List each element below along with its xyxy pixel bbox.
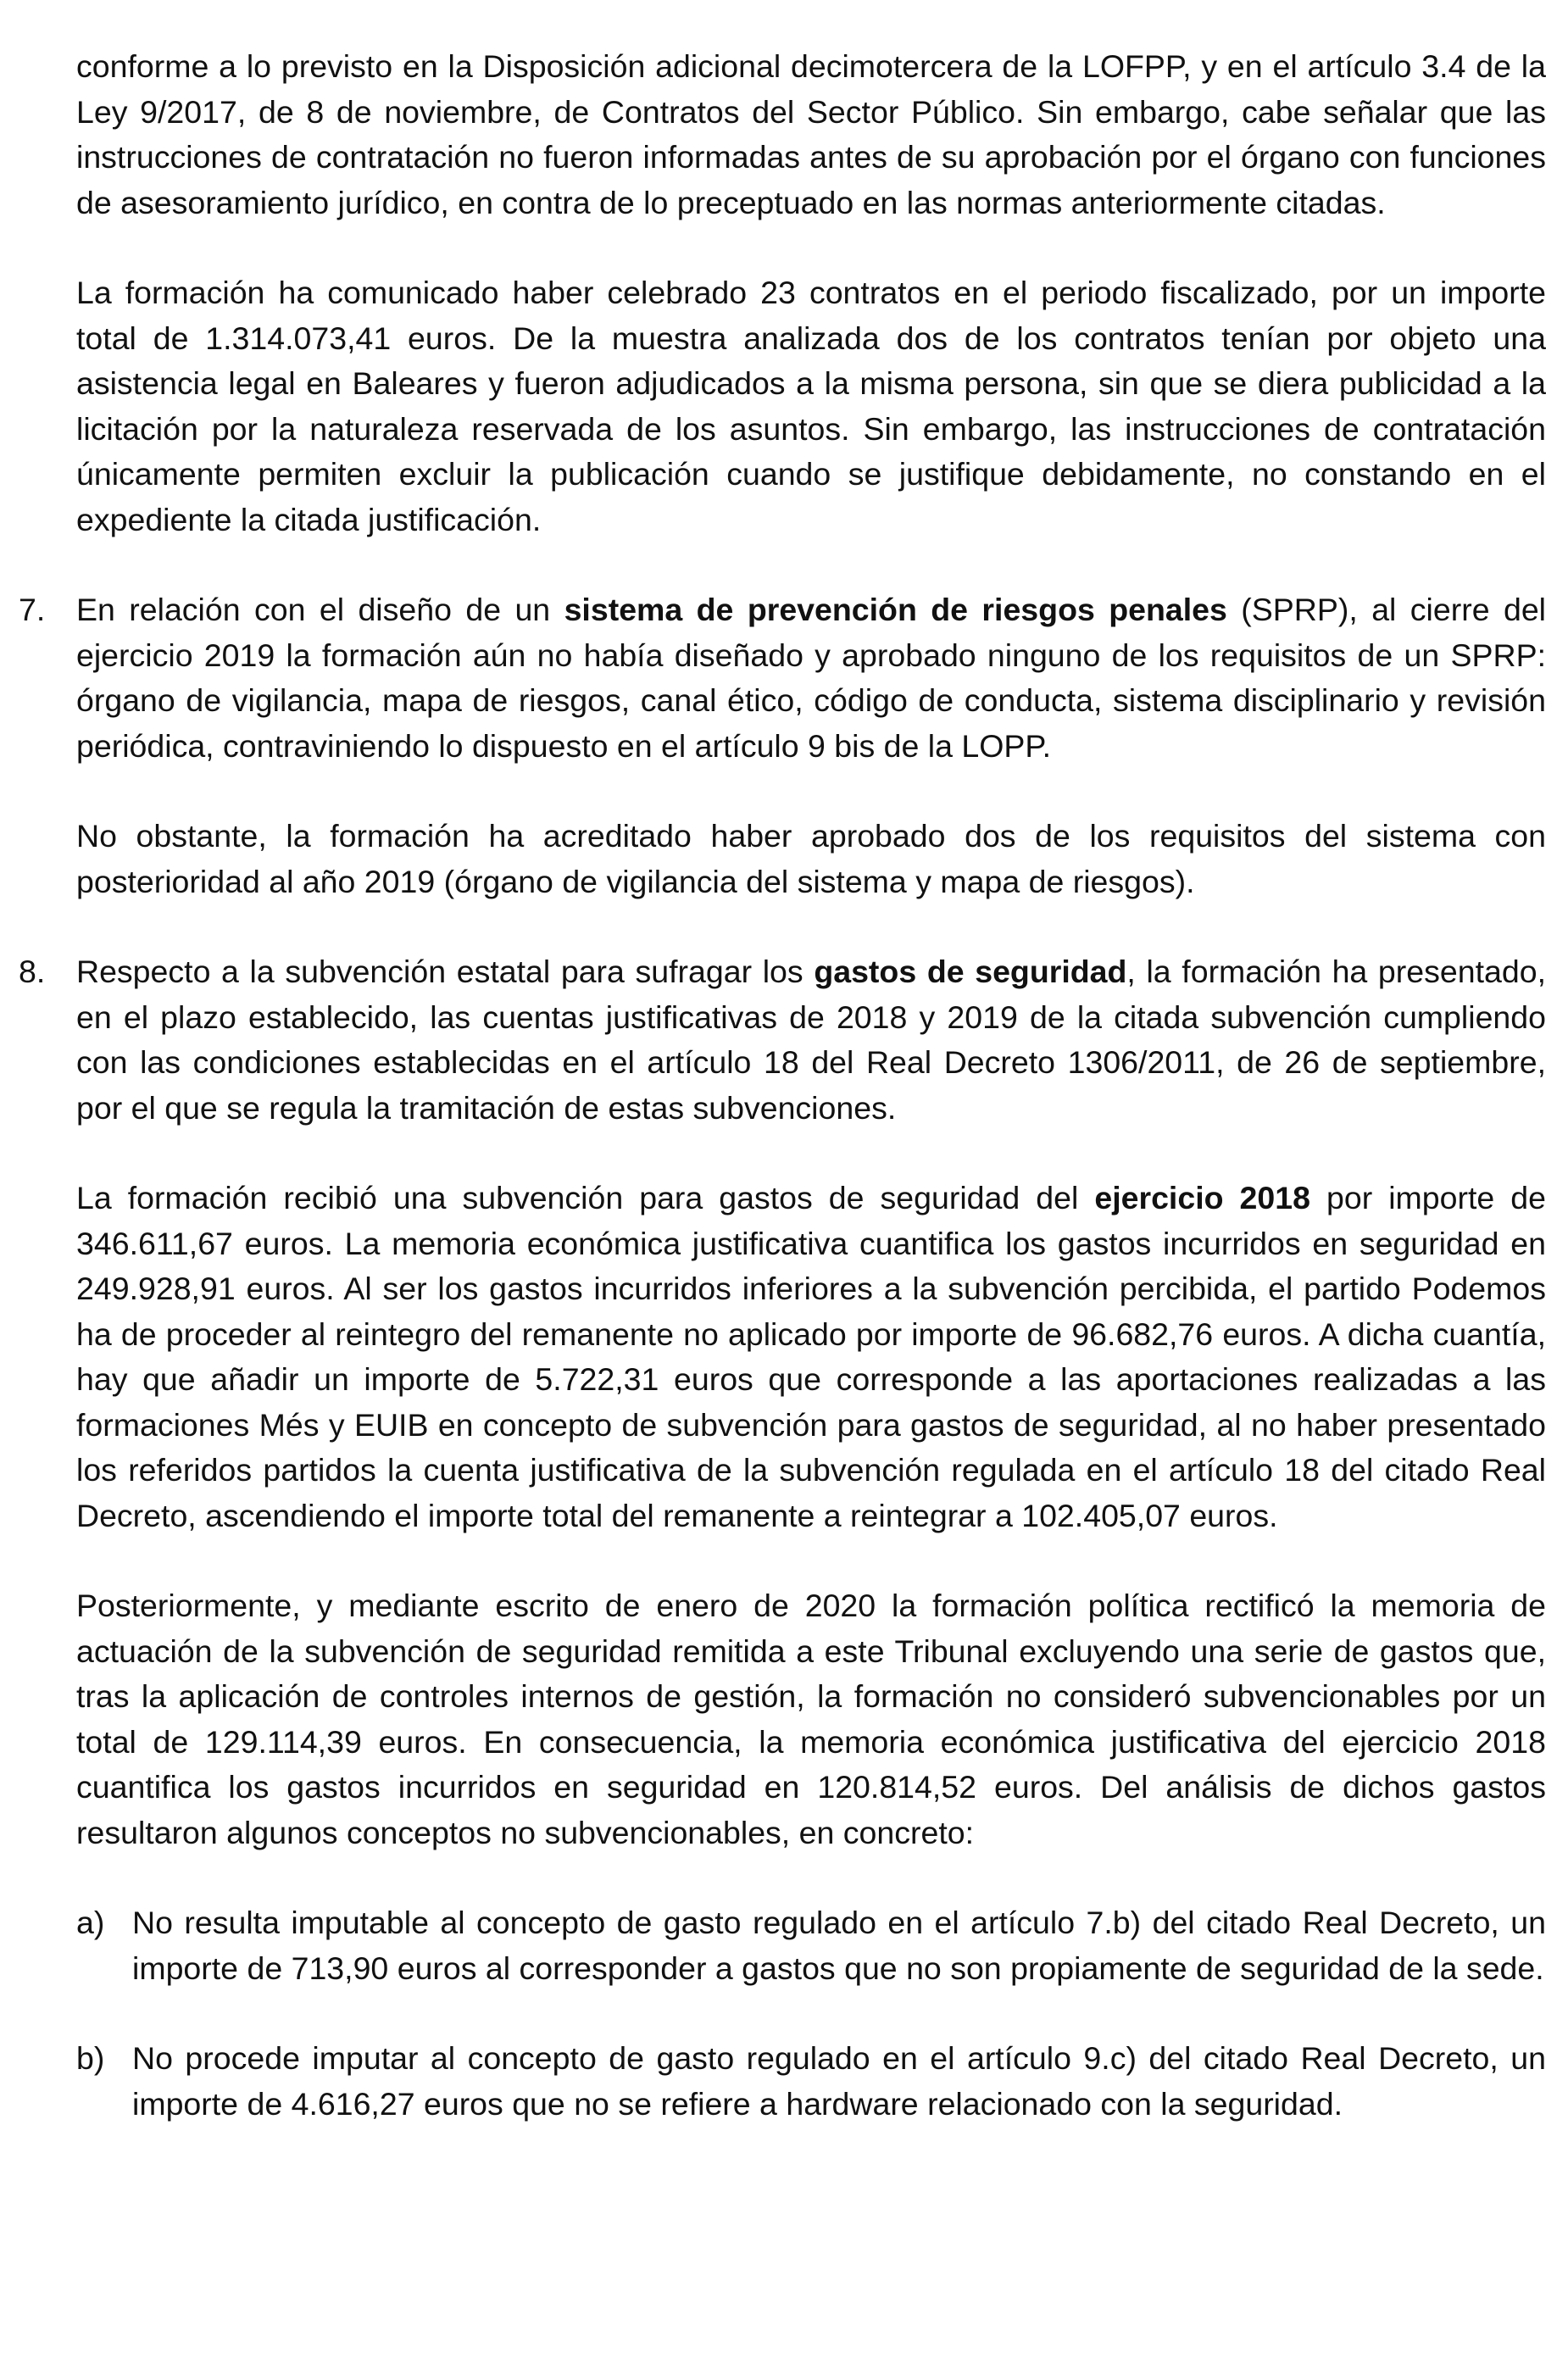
paragraph-contracting-instructions: conforme a lo previsto en la Disposición adicional decimotercera de la LOFPP, y en el artículo 3.4 de la Ley 9/2017, de 8 de noviembre, de Contratos del Sector Público. Sin embargo, cabe señalar que las instrucciones de contratación no fueron informadas antes de su aprobación por el órgano con funciones de asesoramiento jurídico, en contra de lo preceptuado en las normas anteriormente citadas. — [76, 48, 1546, 220]
item-text-before: En relación con el diseño de un — [76, 592, 564, 627]
sub-item-label: b) — [76, 2040, 105, 2076]
item-number: 7. — [19, 592, 46, 627]
sub-item-b — [76, 2036, 1546, 2127]
item-text-bold: gastos de seguridad — [814, 954, 1127, 989]
item-number: 8. — [19, 954, 46, 989]
paragraph-text-bold: ejercicio 2018 — [1094, 1180, 1310, 1215]
paragraph-subsidy-2018 — [76, 1176, 1546, 1538]
item-text-after: (SPRP), al cierre del ejercicio 2019 la formación aún no había diseñado y aprobado ninguno de los requisitos de un SPRP: órgano de vigilancia, mapa de riesgos, canal ético, código de conducta, sistema disciplinario y revisión periódica, contraviniendo lo dispuesto en el artículo 9 bis de la LOPP. — [76, 592, 1547, 764]
item-8-security-expenses — [19, 949, 1546, 1131]
paragraph-sprp-followup: No obstante, la formación ha acreditado haber aprobado dos de los requisitos del sistema con posterioridad al año 2019 (órgano de vigilancia del sistema y mapa de riesgos). — [76, 818, 1546, 899]
item-text-before: Respecto a la subvención estatal para sufragar los — [76, 954, 815, 989]
paragraph-text-before: La formación recibió una subvención para gastos de seguridad del — [76, 1180, 1095, 1215]
sub-item-label: a) — [76, 1905, 105, 1940]
item-7-sprp — [19, 587, 1547, 769]
paragraph-text-after: por importe de 346.611,67 euros. La memoria económica justificativa cuantifica los gastos incurridos en seguridad en 249.928,91 euros. Al ser los gastos incurridos inferiores a la subvención percibida, el partido Podemos ha de proceder al reintegro del remanente no aplicado por importe de 96.682,76 euros. A dicha cuantía, hay que añadir un importe de 5.722,31 euros que corresponde a las aportaciones realizadas a las formaciones Més y EUIB en concepto de subvención para gastos de seguridad, al no haber presentado los referidos partidos la cuenta justificativa de la subvención regulada en el artículo 18 del citado Real Decreto, ascendiendo el importe total del remanente a reintegrar a 102.405,07 euros. — [76, 1180, 1546, 1533]
sub-item-a — [76, 1900, 1546, 1991]
sub-item-text: No procede imputar al concepto de gasto regulado en el artículo 9.c) del citado Real Decreto, un importe de 4.616,27 euros que no se refiere a hardware relacionado con la seguridad. — [132, 2040, 1546, 2122]
item-text-after: , la formación ha presentado, en el plazo establecido, las cuentas justificativas de 2018 y 2019 de la citada subvención cumpliendo con las condiciones establecidas en el artículo 18 del Real Decreto 1306/2011, de 26 de septiembre, por el que se regula la tramitación de estas subvenciones. — [76, 954, 1546, 1126]
sub-item-text: No resulta imputable al concepto de gasto regulado en el artículo 7.b) del citado Real Decreto, un importe de 713,90 euros al corresponder a gastos que no son propiamente de seguridad de la sede. — [132, 1905, 1546, 1986]
paragraph-rectification: Posteriormente, y mediante escrito de enero de 2020 la formación política rectificó la memoria de actuación de la subvención de seguridad remitida a este Tribunal excluyendo una serie de gastos que, tras la aplicación de controles internos de gestión, la formación no consideró subvencionables por un total de 129.114,39 euros. En consecuencia, la memoria económica justificativa del ejercicio 2018 cuantifica los gastos incurridos en seguridad en 120.814,52 euros. Del análisis de dichos gastos resultaron algunos conceptos no subvencionables, en concreto: — [76, 1588, 1546, 1850]
paragraph-contracts: La formación ha comunicado haber celebrado 23 contratos en el periodo fiscalizado, por un importe total de 1.314.073,41 euros. De la muestra analizada dos de los contratos tenían por objeto una asistencia legal en Baleares y fueron adjudicados a la misma persona, sin que se diera publicidad a la licitación por la naturaleza reservada de los asuntos. Sin embargo, las instrucciones de contratación únicamente permiten excluir la publicación cuando se justifique debidamente, no constando en el expediente la citada justificación. — [76, 275, 1546, 537]
item-text-bold: sistema de prevención de riesgos penales — [564, 592, 1227, 627]
